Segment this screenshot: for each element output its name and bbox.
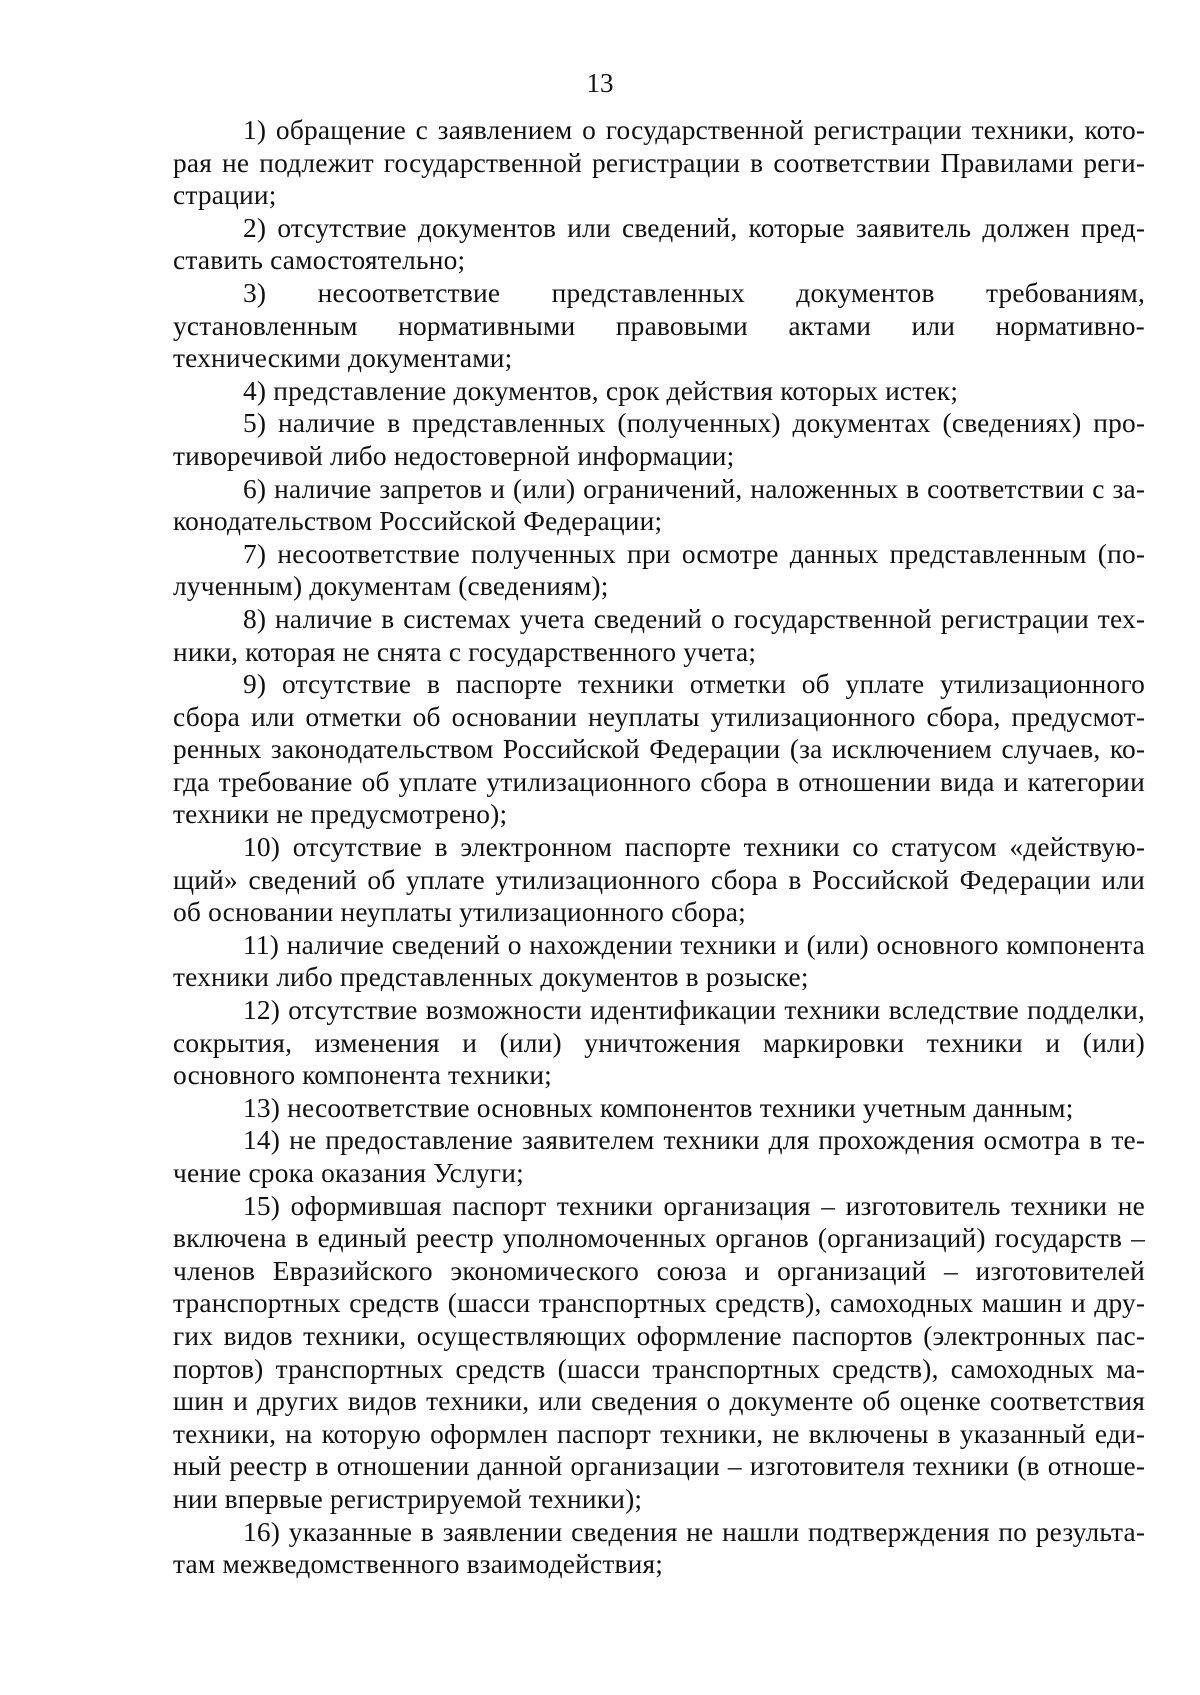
refusal-grounds-list [173,114,1145,1581]
list-item: 7) несоответствие полученных при осмотре данных представленным (полученным) документам (сведениям); [173,538,1145,602]
list-item: 13) несоответствие основных компонентов техники учетным данным; [243,1092,1074,1123]
list-item: 14) не предоставление заявителем техники для прохождения осмотра в течение срока оказания Услуги; [173,1125,1145,1188]
list-item: 3) несоответствие представленных документов требованиям, установленным нормативными правовыми актами или нормативно-техническими документами; [173,277,1145,374]
page-number: 13 [586,68,614,98]
list-item: 6) наличие запретов и (или) ограничений, наложенных в соответствии с законодательством Российской Федерации; [173,473,1145,537]
list-item: 2) отсутствие документов или сведений, которые заявитель должен представить самостоятельно; [173,212,1145,276]
list-item: 12) отсутствие возможности идентификации техники вследствие подделки, сокрытия, изменения и (или) уничтожения маркировки техники и (или) основного компонента техники; [173,995,1145,1091]
list-item: 16) указанные в заявлении сведения не нашли подтверждения по результатам межведомственного взаимодействия; [173,1516,1145,1580]
list-item: 5) наличие в представленных (полученных) документах (сведениях) противоречивой либо недостоверной информации; [173,408,1145,471]
list-item: 10) отсутствие в электронном паспорте техники со статусом «действующий» сведений об уплате утилизационного сбора в Российской Федерации или об основании неуплаты утилизационного сбора; [173,832,1145,928]
list-item: 11) наличие сведений о нахождении техники и (или) основного компонента техники либо представленных документов в розыске; [173,929,1145,993]
list-item: 8) наличие в системах учета сведений о государственной регистрации техники, которая не снята с государственного учета; [173,603,1145,667]
list-item: 15) оформившая паспорт техники организация – изготовитель техники не включена в единый реестр уполномоченных органов (организаций) государств – членов Евразийского экономического союза и организаций – изготовителей транспортных средств (шасси транспортных средств), самоходных машин и других видов техники, осуществляющих оформление паспортов (электронных паспортов) транспортных средств (шасси транспортных средств), самоходных машин и других видов техники, или сведения о документе об оценке соответствия техники, на которую оформлен паспорт техники, не включены в указанный единый реестр в отношении данной организации – изготовителя техники (в отношении впервые регистрируемой техники); [173,1190,1145,1514]
list-item: 1) обращение с заявлением о государственной регистрации техники, которая не подлежит государственной регистрации в соответствии Правилами регистрации; [173,115,1145,211]
list-item: 9) отсутствие в паспорте техники отметки об уплате утилизационного сбора или отметки об основании неуплаты утилизационного сбора, предусмотренных законодательством Российской Федерации (за исключением случаев, когда требование об уплате утилизационного сбора в отношении вида и категории техники не предусмотрено); [173,669,1145,830]
list-item: 4) представление документов, срок действия которых истек; [243,375,959,406]
